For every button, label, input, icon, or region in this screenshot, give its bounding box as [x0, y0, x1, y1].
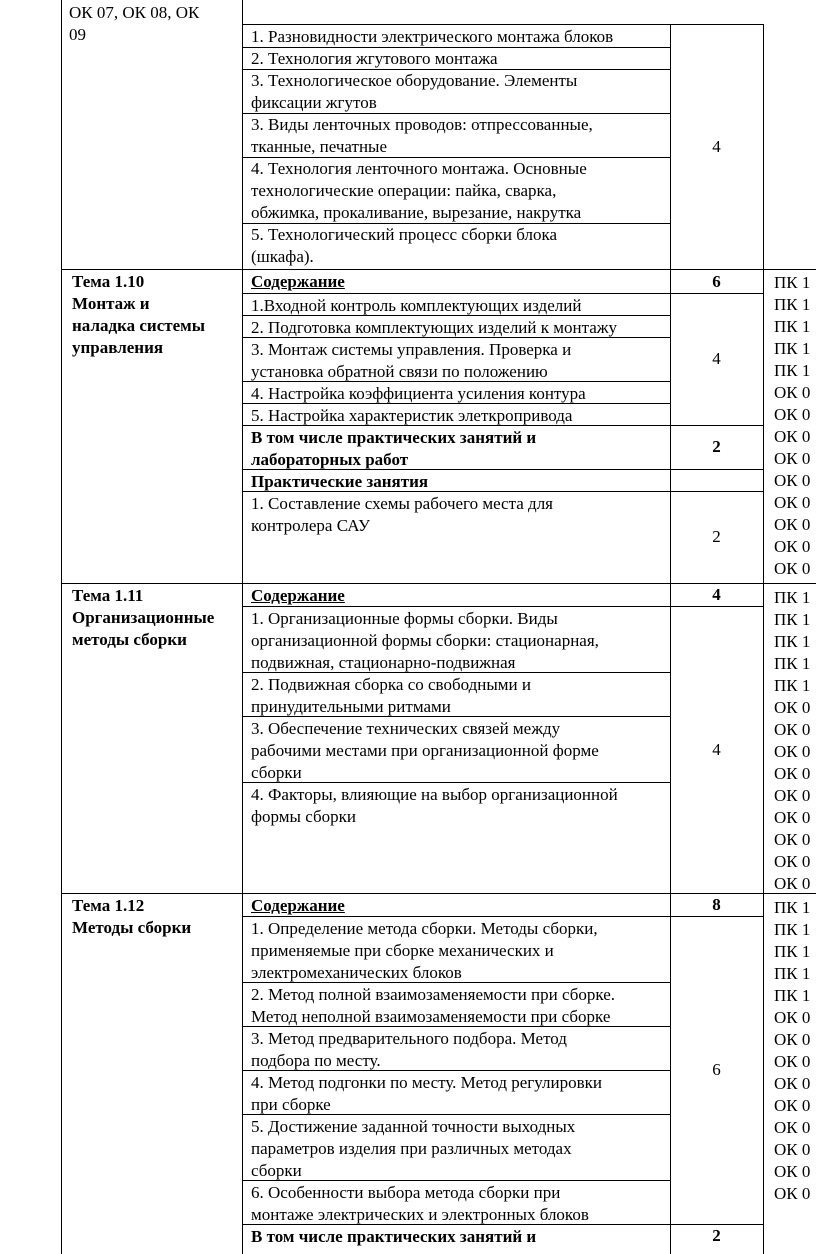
content-item: 3. Технологическое оборудование. Элементы	[251, 71, 578, 90]
content-item: 4. Настройка коэффициента усиления контура	[251, 384, 586, 403]
content-item: организационной формы сборки: стационарная,	[251, 631, 599, 650]
content-item: 3. Монтаж системы управления. Проверка и	[251, 340, 572, 359]
row-rule	[242, 337, 670, 338]
content-item: 3. Обеспечение технических связей между	[251, 719, 561, 738]
content-item: подвижная, стационарно-подвижная	[251, 653, 516, 672]
topic-title: управления	[72, 338, 164, 357]
competency-code: ОК 0	[774, 383, 811, 402]
content-item: монтаже электрических и электронных блоков	[251, 1205, 589, 1224]
competency-code: ОК 0	[774, 1162, 811, 1181]
competency-code: ОК 0	[774, 515, 811, 534]
hours-value: 4	[712, 137, 721, 156]
content-item: сборки	[251, 1161, 302, 1180]
content-item: рабочими местами при организационной форме	[251, 741, 599, 760]
practical-item: 1. Составление схемы рабочего места для	[251, 494, 553, 513]
row-rule	[242, 1070, 670, 1071]
content-label: Содержание	[251, 586, 345, 605]
hours-value: 6	[712, 272, 721, 291]
content-item: обжимка, прокаливание, вырезание, накрутка	[251, 203, 582, 222]
competency-code: ПК 1	[774, 610, 811, 629]
content-item: 2. Подготовка комплектующих изделий к монтажу	[251, 318, 618, 337]
row-rule	[242, 1180, 670, 1181]
hours-value: 4	[712, 740, 721, 759]
competencies-top: ОК 07, ОК 08, ОК	[69, 3, 200, 22]
table-rule	[242, 24, 764, 25]
competencies-top-cont: 09	[69, 25, 86, 44]
content-item: формы сборки	[251, 807, 356, 826]
hours-value: 4	[712, 585, 721, 604]
content-item: сборки	[251, 763, 302, 782]
hours-value: 2	[712, 437, 721, 456]
competency-code: ОК 0	[774, 559, 811, 578]
topic-title: Организационные	[72, 608, 215, 627]
row-rule	[242, 782, 670, 783]
row-rule	[242, 982, 670, 983]
competencies-1-11	[763, 586, 816, 893]
row-rule	[242, 293, 763, 294]
competency-code: ОК 0	[774, 764, 811, 783]
competency-code: ПК 1	[774, 986, 811, 1005]
topic-rule	[61, 269, 816, 270]
competency-code: ПК 1	[774, 295, 811, 314]
competency-code: ПК 1	[774, 654, 811, 673]
competency-code: ПК 1	[774, 273, 811, 292]
row-rule	[242, 916, 763, 917]
practice-label: лабораторных работ	[251, 450, 409, 469]
competency-code: ОК 0	[774, 1074, 811, 1093]
competencies-1-12	[763, 896, 816, 1234]
content-item: 1. Определение метода сборки. Методы сборки,	[251, 919, 598, 938]
competency-code: ОК 0	[774, 1008, 811, 1027]
competency-code: ПК 1	[774, 632, 811, 651]
content-item: Метод неполной взаимозаменяемости при сборке	[251, 1007, 611, 1026]
competency-code: ОК 0	[774, 830, 811, 849]
content-item: 4. Технология ленточного монтажа. Основные	[251, 159, 587, 178]
row-rule	[242, 315, 670, 316]
content-item: 4. Факторы, влияющие на выбор организационной	[251, 785, 618, 804]
content-item: 6. Особенности выбора метода сборки при	[251, 1183, 561, 1202]
topic-title: наладка системы	[72, 316, 206, 335]
content-item: технологические операции: пайка, сварка,	[251, 181, 557, 200]
row-rule	[242, 491, 763, 492]
competency-code: ОК 0	[774, 1140, 811, 1159]
row-rule	[242, 381, 670, 382]
topic-title: методы сборки	[72, 630, 187, 649]
competency-code: ОК 0	[774, 537, 811, 556]
content-item: 1.Входной контроль комплектующих изделий	[251, 296, 582, 315]
table-left-border	[61, 0, 62, 1254]
row-rule	[242, 469, 763, 470]
content-item: тканные, печатные	[251, 137, 388, 156]
competency-code: ОК 0	[774, 852, 811, 871]
hours-value: 4	[712, 349, 721, 368]
content-item: установка обратной связи по положению	[251, 362, 548, 381]
row-rule	[242, 1114, 670, 1115]
competency-code: ПК 1	[774, 317, 811, 336]
competency-code: ПК 1	[774, 964, 811, 983]
competency-code: ОК 0	[774, 493, 811, 512]
competency-code: ОК 0	[774, 1030, 811, 1049]
competency-code: ПК 1	[774, 898, 811, 917]
competency-code: ПК 1	[774, 942, 811, 961]
competency-code: ПК 1	[774, 676, 811, 695]
competency-code: ОК 0	[774, 1052, 811, 1071]
content-item: 1. Организационные формы сборки. Виды	[251, 609, 558, 628]
topic-title: Тема 1.12	[72, 896, 145, 915]
content-label: Содержание	[251, 896, 345, 915]
row-rule	[670, 425, 763, 426]
content-item: 5. Настройка характеристик элеткропривода	[251, 406, 573, 425]
competency-code: ОК 0	[774, 786, 811, 805]
content-item: применяемые при сборке механических и	[251, 941, 554, 960]
content-item: электромеханических блоков	[251, 963, 462, 982]
competency-code: ОК 0	[774, 1184, 811, 1203]
competencies-1-10	[763, 271, 816, 583]
column-rule-topic	[242, 0, 243, 1254]
content-item: 2. Технология жгутового монтажа	[251, 49, 498, 68]
competency-code: ОК 0	[774, 720, 811, 739]
competency-code: ПК 1	[774, 920, 811, 939]
competency-code: ОК 0	[774, 698, 811, 717]
topic-title: Методы сборки	[72, 918, 192, 937]
hours-value: 2	[712, 1226, 721, 1245]
competency-code: ПК 1	[774, 339, 811, 358]
content-item: принудительными ритмами	[251, 697, 451, 716]
topic-title: Тема 1.10	[72, 272, 145, 291]
practice-label: В том числе практических занятий и	[251, 428, 537, 447]
competency-code: ОК 0	[774, 405, 811, 424]
row-rule	[242, 403, 670, 404]
competency-code: ПК 1	[774, 361, 811, 380]
competency-code: ОК 0	[774, 874, 811, 893]
competency-code: ОК 0	[774, 742, 811, 761]
content-item: 5. Технологический процесс сборки блока	[251, 225, 558, 244]
hours-value: 6	[712, 1060, 721, 1079]
competency-code: ОК 0	[774, 471, 811, 490]
row-rule	[242, 672, 670, 673]
competency-code: ПК 1	[774, 588, 811, 607]
practical-item: контролера САУ	[251, 516, 371, 535]
topic-title: Монтаж и	[72, 294, 150, 313]
content-item: 3. Виды ленточных проводов: отпрессованные,	[251, 115, 593, 134]
row-rule	[242, 606, 763, 607]
competency-code: ОК 0	[774, 449, 811, 468]
hours-value: 2	[712, 527, 721, 546]
content-item: 4. Метод подгонки по месту. Метод регулировки	[251, 1073, 602, 1092]
content-label: Содержание	[251, 272, 345, 291]
content-item: параметров изделия при различных методах	[251, 1139, 572, 1158]
row-rule	[242, 1224, 670, 1225]
practicals-label: Практические занятия	[251, 472, 429, 491]
row-rule	[242, 1026, 670, 1027]
competency-code: ОК 0	[774, 427, 811, 446]
content-item: 3. Метод предварительного подбора. Метод	[251, 1029, 567, 1048]
competency-code: ОК 0	[774, 808, 811, 827]
competency-code: ОК 0	[774, 1118, 811, 1137]
practice-label: В том числе практических занятий и	[251, 1227, 537, 1246]
content-item: подбора по месту.	[251, 1051, 381, 1070]
content-item: 1. Разновидности электрического монтажа блоков	[251, 27, 614, 46]
row-rule	[242, 425, 670, 426]
hours-value: 8	[712, 895, 721, 914]
topic-title: Тема 1.11	[72, 586, 144, 605]
competency-code: ОК 0	[774, 1096, 811, 1115]
content-item: 2. Подвижная сборка со свободными и	[251, 675, 532, 694]
content-item: 2. Метод полной взаимозаменяемости при сборке.	[251, 985, 616, 1004]
row-rule	[242, 716, 670, 717]
content-item: при сборке	[251, 1095, 331, 1114]
content-item: (шкафа).	[251, 247, 314, 266]
content-item: фиксации жгутов	[251, 93, 377, 112]
content-item: 5. Достижение заданной точности выходных	[251, 1117, 576, 1136]
